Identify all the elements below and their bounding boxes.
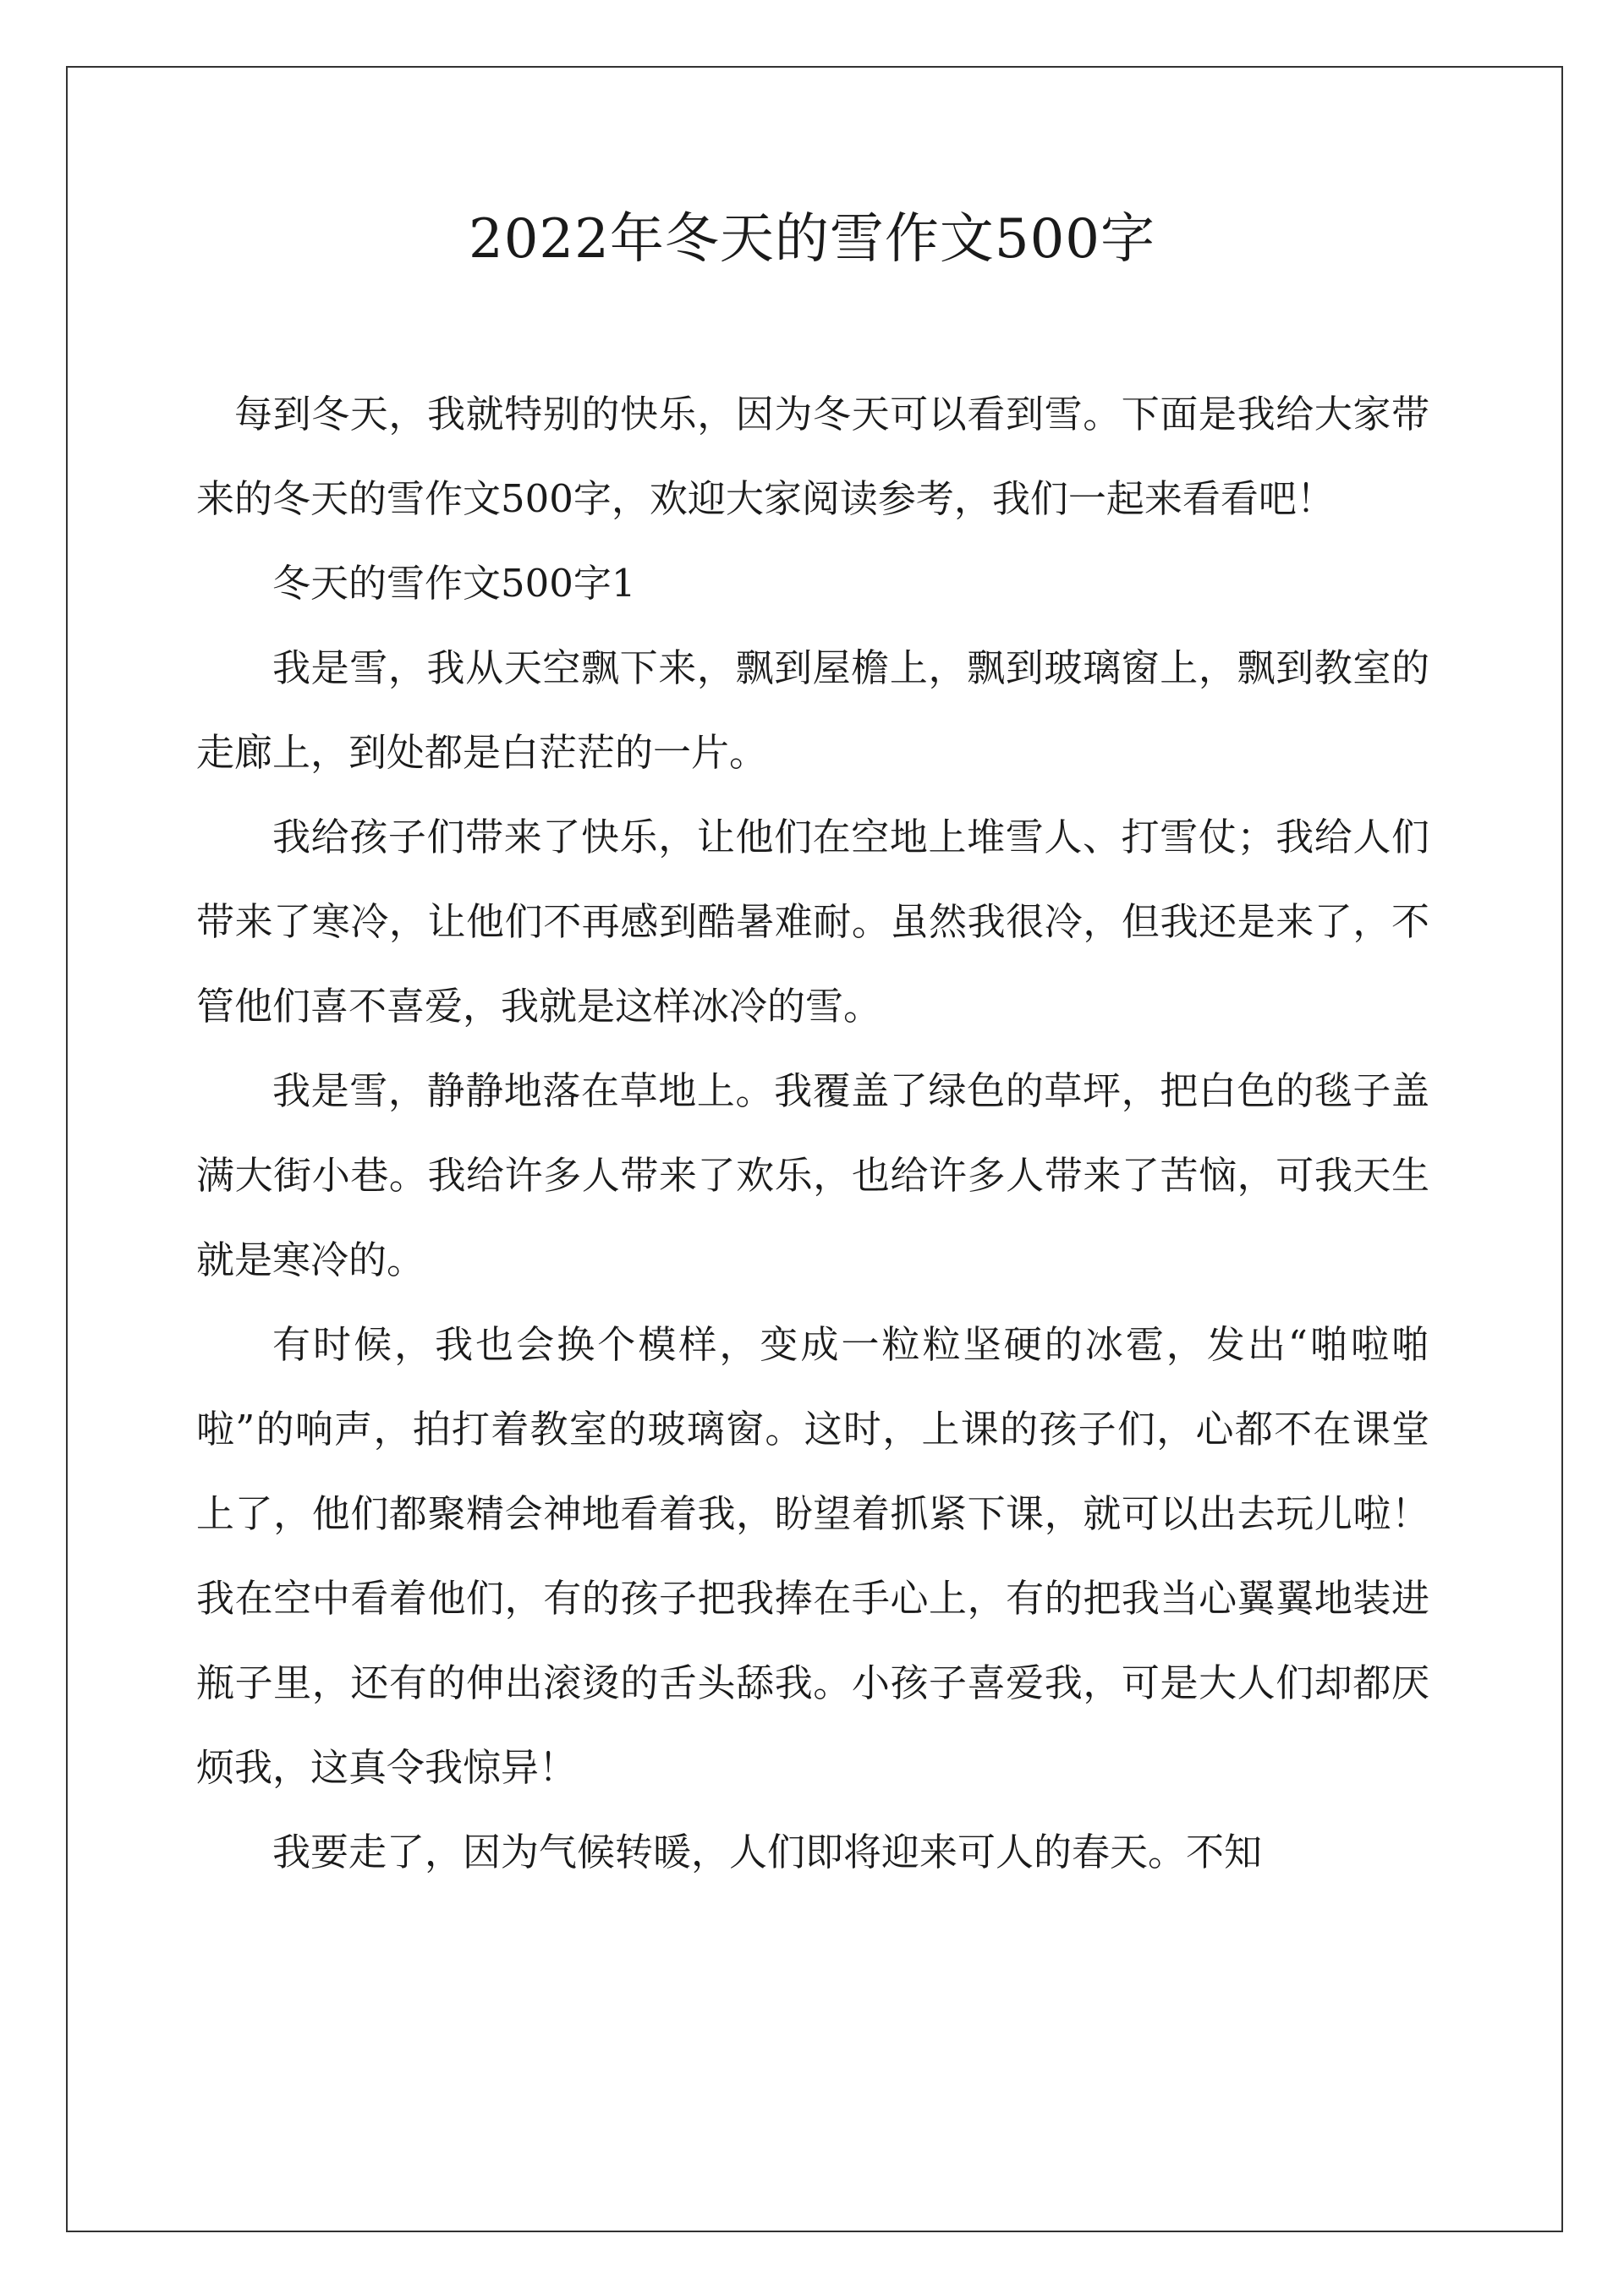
document-title: 2022年冬天的雪作文500字 [468, 208, 1156, 271]
section-title: 冬天的雪作文500字1 [272, 561, 636, 606]
document-body [196, 372, 1429, 1895]
body-paragraph-3: 我是雪，静静地落在草地上。我覆盖了绿色的草坪，把白色的毯子盖满大街小巷。我给许多人带来了欢乐，也给许多人带来了苦恼，可我天生就是寒冷的。 [196, 1068, 1429, 1282]
body-paragraph-5: 我要走了，因为气候转暖，人们即将迎来可人的春天。不知 [272, 1830, 1263, 1874]
intro-paragraph: 每到冬天，我就特别的快乐，因为冬天可以看到雪。下面是我给大家带来的冬天的雪作文500字，欢迎大家阅读参考，我们一起来看看吧！ [196, 392, 1429, 521]
body-paragraph-1: 我是雪，我从天空飘下来，飘到屋檐上，飘到玻璃窗上，飘到教室的走廊上，到处都是白茫茫的一片。 [196, 645, 1429, 775]
body-paragraph-4: 有时候，我也会换个模样，变成一粒粒坚硬的冰雹，发出“啪啦啪啦”的响声，拍打着教室的玻璃窗。这时，上课的孩子们，心都不在课堂上了，他们都聚精会神地看着我，盼望着抓紧下课，就可以出去玩儿啦！我在空中看着他们，有的孩子把我捧在手心上，有的把我当心翼翼地装进瓶子里，还有的伸出滚烫的舌头舔我。小孩子喜爱我，可是大人们却都厌烦我，这真令我惊异！ [196, 1322, 1429, 1790]
body-paragraph-2: 我给孩子们带来了快乐，让他们在空地上堆雪人、打雪仗；我给人们带来了寒冷，让他们不再感到酷暑难耐。虽然我很冷，但我还是来了，不管他们喜不喜爱，我就是这样冰冷的雪。 [196, 815, 1429, 1029]
